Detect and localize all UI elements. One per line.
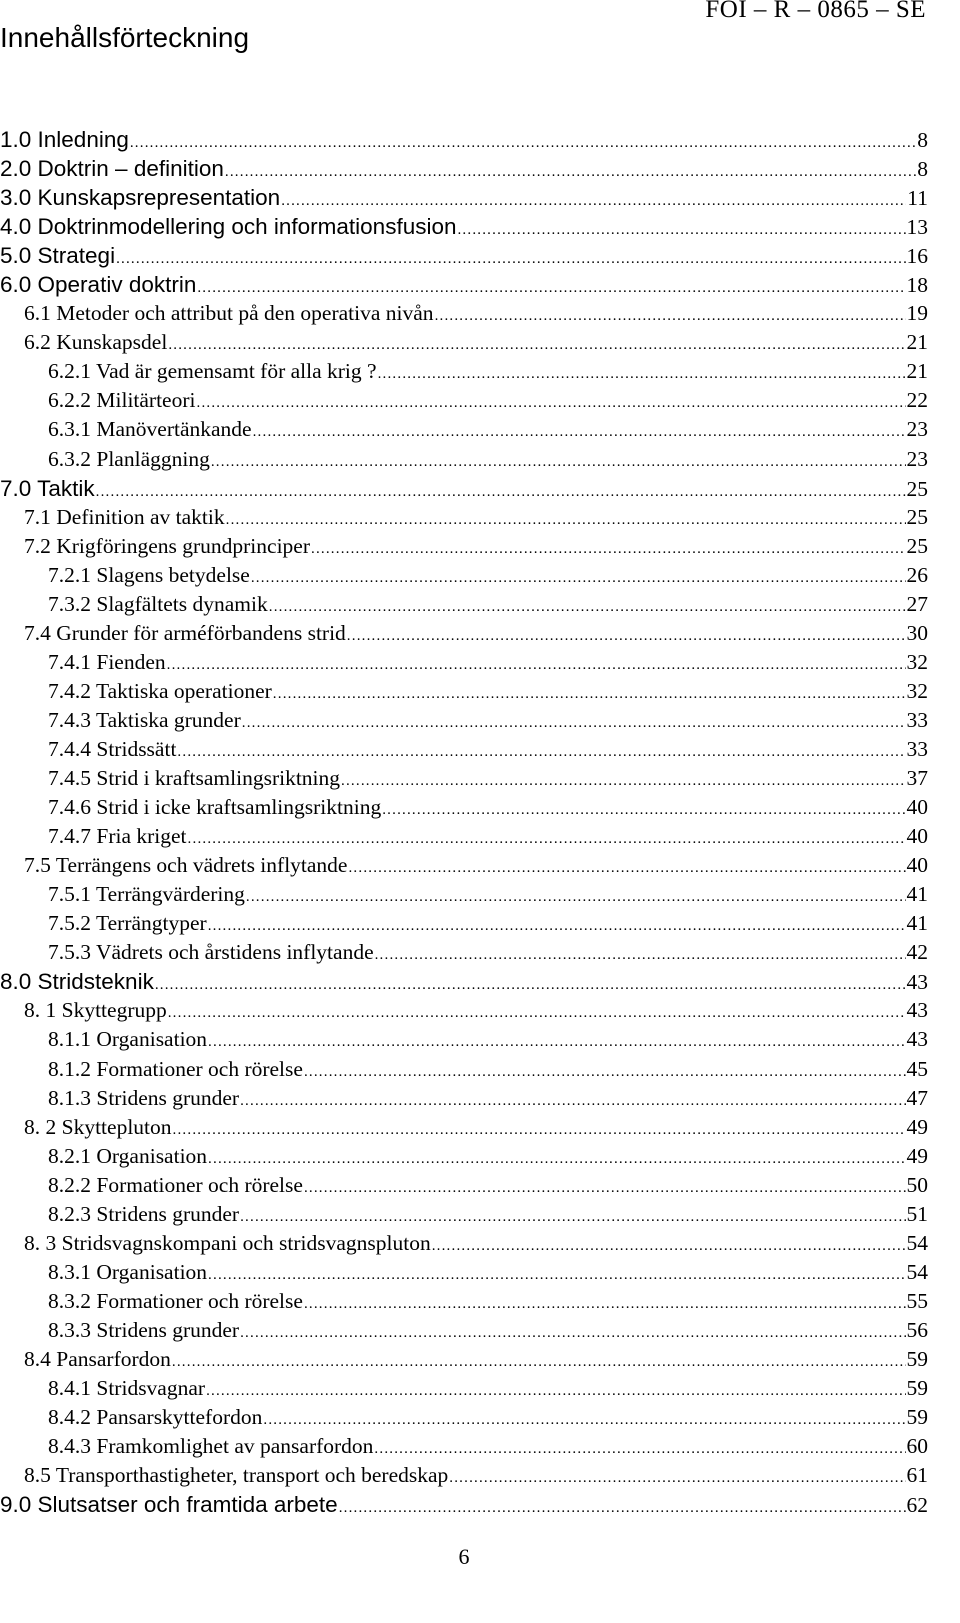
- toc-dot-leader: [382, 796, 905, 825]
- toc-dot-leader: [188, 825, 906, 854]
- toc-entry[interactable]: [0, 415, 928, 444]
- toc-entry[interactable]: [0, 880, 928, 909]
- toc-entry-page: 32: [906, 678, 928, 703]
- toc-entry-label: 7.4.2 Taktiska operationer: [48, 678, 272, 703]
- toc-entry-label: 6.1 Metoder och attribut på den operativa nivån: [24, 301, 434, 326]
- toc-entry[interactable]: [0, 793, 928, 822]
- toc-entry[interactable]: [0, 328, 928, 357]
- toc-entry-label: 7.5 Terrängens och vädrets inflytande: [24, 853, 348, 878]
- toc-dot-leader: [211, 448, 906, 477]
- toc-entry[interactable]: [0, 183, 928, 212]
- toc-entry-page: 32: [906, 649, 928, 674]
- toc-entry-page: 25: [906, 476, 928, 501]
- toc-entry-page: 27: [906, 591, 928, 616]
- toc-entry[interactable]: [0, 1374, 928, 1403]
- toc-entry-label: 6.3.2 Planläggning: [48, 446, 210, 471]
- toc-entry[interactable]: [0, 1258, 928, 1287]
- toc-entry[interactable]: [0, 735, 928, 764]
- toc-entry-page: 43: [906, 970, 928, 995]
- toc-dot-leader: [251, 564, 906, 593]
- toc-entry-label: 8.4.3 Framkomlighet av pansarfordon: [48, 1434, 374, 1459]
- toc-dot-leader: [206, 1377, 905, 1406]
- toc-entry[interactable]: [0, 474, 928, 503]
- toc-entry-page: 47: [906, 1085, 928, 1110]
- toc-dot-leader: [378, 360, 906, 389]
- toc-entry[interactable]: [0, 648, 928, 677]
- toc-entry[interactable]: [0, 1200, 928, 1229]
- toc-entry[interactable]: [0, 1287, 928, 1316]
- toc-dot-leader: [347, 622, 906, 651]
- toc-entry-page: 13: [906, 215, 928, 240]
- toc-dot-leader: [246, 883, 906, 912]
- toc-entry-page: 60: [906, 1434, 928, 1459]
- toc-entry-page: 18: [906, 273, 928, 298]
- toc-entry[interactable]: [0, 532, 928, 561]
- toc-dot-leader: [168, 999, 906, 1028]
- toc-entry[interactable]: [0, 270, 928, 299]
- toc-entry-label: 7.5.2 Terrängtyper: [48, 911, 207, 936]
- toc-entry-label: 8.1.1 Organisation: [48, 1027, 208, 1052]
- page-title: Innehållsförteckning: [0, 22, 250, 53]
- toc-entry-page: 54: [906, 1230, 928, 1255]
- toc-entry-page: 54: [906, 1259, 928, 1284]
- toc-entry[interactable]: [0, 822, 928, 851]
- page-number: 6: [458, 1544, 470, 1569]
- toc-dot-leader: [225, 158, 916, 187]
- toc-dot-leader: [435, 302, 906, 331]
- toc-dot-leader: [304, 1174, 906, 1203]
- toc-entry-page: 19: [906, 301, 928, 326]
- toc-entry[interactable]: [0, 619, 928, 648]
- toc-entry-label: 7.4.1 Fienden: [48, 649, 166, 674]
- toc-entry-label: 7.4.3 Taktiska grunder: [48, 707, 241, 732]
- toc-entry-page: 40: [906, 824, 928, 849]
- toc-entry-page: 49: [906, 1114, 928, 1139]
- toc-dot-leader: [432, 1232, 906, 1261]
- toc-dot-leader: [242, 709, 906, 738]
- toc-entry[interactable]: [0, 386, 928, 415]
- table-of-contents: [0, 125, 928, 1519]
- toc-entry-label: 8. 3 Stridsvagnskompani och stridsvagnspluton: [24, 1230, 431, 1255]
- toc-entry-label: 7.2 Krigföringens grundprinciper: [24, 533, 310, 558]
- toc-entry-label: 5.0 Strategi: [0, 243, 116, 269]
- toc-entry-label: 8.0 Stridsteknik: [0, 969, 154, 995]
- toc-entry-label: 8.2.3 Stridens grunder: [48, 1201, 240, 1226]
- toc-entry-page: 41: [906, 911, 928, 936]
- toc-dot-leader: [130, 129, 916, 158]
- toc-dot-leader: [374, 1435, 905, 1464]
- toc-entry-label: 7.5.3 Vädrets och årstidens inflytande: [48, 940, 374, 965]
- toc-entry[interactable]: [0, 1461, 928, 1490]
- toc-entry-page: 33: [906, 707, 928, 732]
- toc-entry-label: 8.4 Pansarfordon: [24, 1346, 171, 1371]
- toc-entry[interactable]: [0, 996, 928, 1025]
- toc-entry-page: 41: [906, 882, 928, 907]
- toc-entry[interactable]: [0, 1142, 928, 1171]
- toc-entry-page: 30: [906, 620, 928, 645]
- toc-entry[interactable]: [0, 909, 928, 938]
- toc-entry[interactable]: [0, 1345, 928, 1374]
- toc-entry[interactable]: [0, 851, 928, 880]
- toc-entry[interactable]: [0, 503, 928, 532]
- toc-dot-leader: [304, 1058, 906, 1087]
- toc-dot-leader: [304, 1290, 906, 1319]
- toc-entry-page: 56: [906, 1317, 928, 1342]
- toc-dot-leader: [172, 1348, 906, 1377]
- toc-entry-label: 7.4.4 Stridssätt: [48, 736, 177, 761]
- toc-entry-label: 8.4.1 Stridsvagnar: [48, 1376, 206, 1401]
- toc-dot-leader: [253, 418, 906, 447]
- toc-entry-label: 9.0 Slutsatser och framtida arbete: [0, 1492, 338, 1518]
- toc-entry[interactable]: [0, 1490, 928, 1519]
- toc-entry-label: 6.2.1 Vad är gemensamt för alla krig ?: [48, 359, 377, 384]
- toc-entry-page: 50: [906, 1172, 928, 1197]
- toc-dot-leader: [173, 1116, 906, 1145]
- toc-dot-leader: [263, 1406, 905, 1435]
- toc-entry-page: 21: [906, 359, 928, 384]
- toc-entry-label: 8.2.2 Formationer och rörelse: [48, 1172, 303, 1197]
- toc-dot-leader: [208, 1145, 905, 1174]
- toc-entry-page: 55: [906, 1288, 928, 1313]
- toc-entry-label: 7.4.6 Strid i icke kraftsamlingsriktning: [48, 795, 382, 820]
- toc-entry[interactable]: [0, 1055, 928, 1084]
- toc-entry[interactable]: [0, 764, 928, 793]
- toc-dot-leader: [375, 941, 906, 970]
- toc-dot-leader: [273, 680, 906, 709]
- toc-dot-leader: [116, 245, 905, 274]
- toc-entry-label: 7.2.1 Slagens betydelse: [48, 562, 250, 587]
- toc-entry[interactable]: [0, 677, 928, 706]
- toc-dot-leader: [269, 593, 906, 622]
- toc-entry-label: 6.0 Operativ doktrin: [0, 272, 197, 298]
- toc-entry[interactable]: [0, 1171, 928, 1200]
- toc-entry-page: 43: [906, 998, 928, 1023]
- toc-entry-label: 8.3.1 Organisation: [48, 1259, 208, 1284]
- toc-dot-leader: [167, 651, 906, 680]
- toc-entry[interactable]: [0, 590, 928, 619]
- toc-entry[interactable]: [0, 938, 928, 967]
- toc-dot-leader: [348, 854, 905, 883]
- toc-entry-label: 4.0 Doktrinmodellering och informationsfusion: [0, 214, 457, 240]
- toc-entry[interactable]: [0, 1432, 928, 1461]
- toc-entry-page: 40: [906, 853, 928, 878]
- toc-entry[interactable]: [0, 1025, 928, 1054]
- toc-entry-page: 37: [906, 766, 928, 791]
- document-header-code: FOI – R – 0865 – SE: [705, 0, 926, 23]
- toc-entry-page: 45: [906, 1056, 928, 1081]
- toc-entry-page: 61: [906, 1463, 928, 1488]
- toc-entry[interactable]: [0, 1403, 928, 1432]
- toc-dot-leader: [208, 912, 906, 941]
- toc-entry[interactable]: [0, 1229, 928, 1258]
- toc-dot-leader: [168, 331, 905, 360]
- toc-entry-page: 21: [906, 330, 928, 355]
- toc-entry-page: 22: [906, 388, 928, 413]
- toc-dot-leader: [339, 1494, 906, 1523]
- toc-entry-page: 42: [906, 940, 928, 965]
- toc-entry[interactable]: [0, 561, 928, 590]
- toc-entry-label: 6.2.2 Militärteori: [48, 388, 196, 413]
- toc-dot-leader: [155, 971, 906, 1000]
- toc-entry-page: 11: [907, 186, 928, 211]
- toc-entry-page: 8: [917, 157, 928, 182]
- toc-entry-label: 7.5.1 Terrängvärdering: [48, 882, 245, 907]
- toc-dot-leader: [341, 767, 905, 796]
- toc-entry-label: 7.0 Taktik: [0, 475, 95, 501]
- toc-entry-page: 16: [906, 244, 928, 269]
- toc-dot-leader: [197, 389, 906, 418]
- toc-entry[interactable]: [0, 1316, 928, 1345]
- toc-entry-page: 25: [906, 504, 928, 529]
- toc-entry-label: 6.2 Kunskapsdel: [24, 330, 168, 355]
- toc-dot-leader: [177, 738, 905, 767]
- toc-entry[interactable]: [0, 706, 928, 735]
- toc-entry-label: 8.5 Transporthastigheter, transport och beredskap: [24, 1463, 449, 1488]
- toc-entry-label: 1.0 Inledning: [0, 127, 129, 152]
- toc-entry-label: 7.4.7 Fria kriget: [48, 824, 187, 849]
- toc-dot-leader: [449, 1464, 905, 1493]
- toc-dot-leader: [457, 216, 905, 245]
- toc-entry[interactable]: [0, 445, 928, 474]
- toc-entry-label: 8.1.2 Formationer och rörelse: [48, 1056, 303, 1081]
- toc-entry-label: 8.2.1 Organisation: [48, 1143, 208, 1168]
- toc-entry[interactable]: [0, 241, 928, 270]
- toc-entry-page: 23: [906, 417, 928, 442]
- toc-entry-page: 62: [906, 1493, 928, 1518]
- toc-entry-label: 8.3.3 Stridens grunder: [48, 1317, 240, 1342]
- toc-entry-label: 8.3.2 Formationer och rörelse: [48, 1288, 303, 1313]
- toc-entry-page: 26: [906, 562, 928, 587]
- toc-entry-label: 7.3.2 Slagfältets dynamik: [48, 591, 268, 616]
- toc-entry[interactable]: [0, 154, 928, 183]
- toc-entry-label: 8.4.2 Pansarskyttefordon: [48, 1405, 263, 1430]
- toc-entry-page: 43: [906, 1027, 928, 1052]
- toc-entry-label: 8. 1 Skyttegrupp: [24, 998, 167, 1023]
- toc-entry-label: 7.1 Definition av taktik: [24, 504, 225, 529]
- toc-entry-page: 49: [906, 1143, 928, 1168]
- toc-entry-page: 59: [906, 1376, 928, 1401]
- toc-entry-label: 7.4 Grunder för arméförbandens strid: [24, 620, 346, 645]
- toc-entry-label: 7.4.5 Strid i kraftsamlingsriktning: [48, 766, 341, 791]
- toc-dot-leader: [240, 1319, 905, 1348]
- toc-dot-leader: [208, 1028, 905, 1057]
- toc-entry-page: 40: [906, 795, 928, 820]
- toc-dot-leader: [226, 506, 906, 535]
- toc-entry-page: 33: [906, 736, 928, 761]
- toc-entry[interactable]: [0, 125, 928, 154]
- toc-entry[interactable]: [0, 1113, 928, 1142]
- toc-dot-leader: [311, 535, 906, 564]
- toc-entry-label: 6.3.1 Manövertänkande: [48, 417, 252, 442]
- toc-dot-leader: [208, 1261, 905, 1290]
- toc-dot-leader: [240, 1087, 905, 1116]
- toc-entry[interactable]: [0, 357, 928, 386]
- toc-entry-label: 8. 2 Skyttepluton: [24, 1114, 172, 1139]
- toc-entry-label: 2.0 Doktrin – definition: [0, 156, 224, 182]
- toc-entry-page: 25: [906, 533, 928, 558]
- toc-entry[interactable]: [0, 1084, 928, 1113]
- toc-dot-leader: [240, 1203, 905, 1232]
- toc-entry-label: 3.0 Kunskapsrepresentation: [0, 185, 281, 211]
- toc-entry-page: 51: [906, 1201, 928, 1226]
- toc-entry-label: 8.1.3 Stridens grunder: [48, 1085, 240, 1110]
- toc-entry[interactable]: [0, 299, 928, 328]
- toc-entry-page: 59: [906, 1405, 928, 1430]
- toc-entry-page: 59: [906, 1346, 928, 1371]
- toc-entry-page: 23: [906, 446, 928, 471]
- toc-entry[interactable]: [0, 967, 928, 996]
- toc-entry[interactable]: [0, 212, 928, 241]
- toc-entry-page: 8: [917, 128, 928, 152]
